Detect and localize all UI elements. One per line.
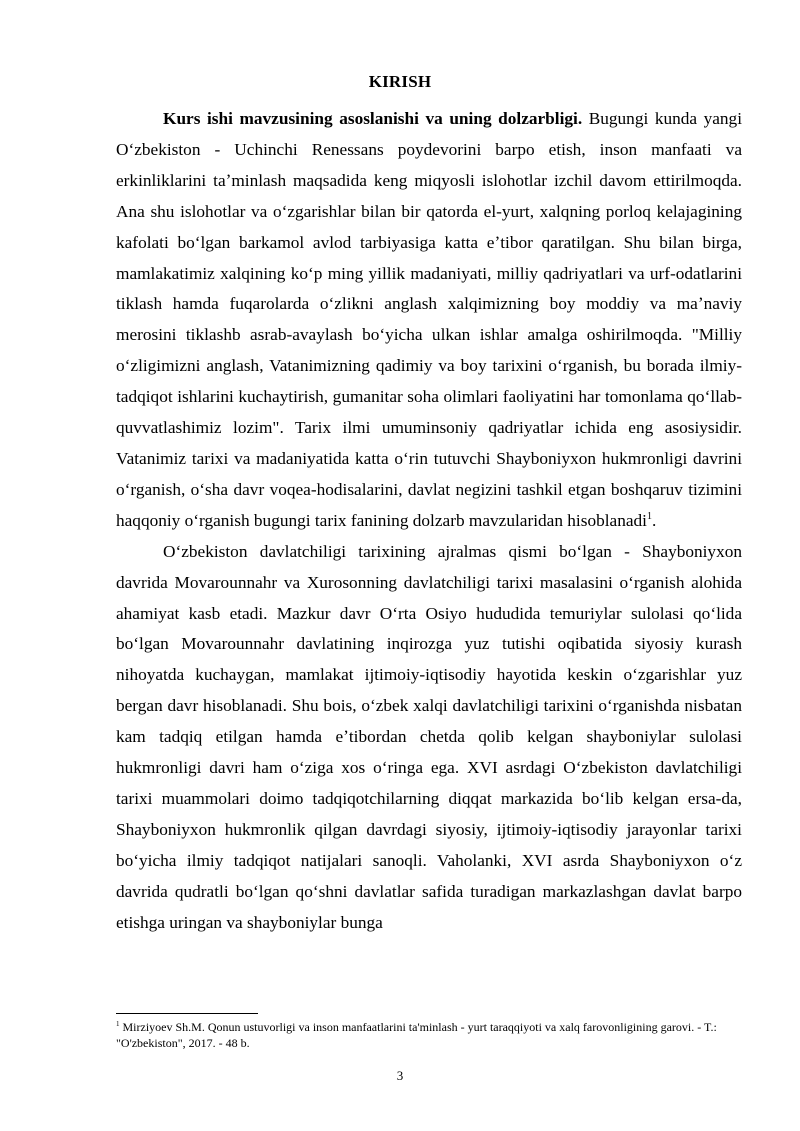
section-heading: KIRISH <box>368 72 432 91</box>
footnote <box>116 1019 742 1051</box>
paragraph-1 <box>116 104 742 537</box>
paragraph-1-text: Bugungi kunda yangi Oʻzbekiston - Uchinchi Renessans poydevorini barpo etish, inson manfaati va erkinliklarini taʼminlash maqsadida keng miqyosli islohotlar izchil davom ettirilmoqda. Ana shu islohotlar va oʻzgarishlar bilan bir qatorda el-yurt, xalqning porloq kelajagining kafolati boʻlgan barkamol avlod tarbiyasiga katta eʼtibor qaratilgan. Shu bilan birga, mamlakatimiz xalqining koʻp ming yillik madaniyati, milliy qadriyatlari va urf-odatlarini tiklash hamda fuqarolarda oʻzlikni anglash xalqimizning boy moddiy va maʼnaviy merosini tiklashb asrab-avaylash boʻyicha ulkan ishlar amalga oshirilmoqda. "Milliy oʻzligimizni anglash, Vatanimizning qadimiy va boy tarixini oʻrganish, bu borada ilmiy-tadqiqot ishlarini kuchaytirish, gumanitar soha olimlari faoliyatini har tomonlama qoʻllab-quvvatlashimiz lozim". Tarix ilmi umuminsoniy qadriyatlar ichida eng asosiysidir. Vatanimiz tarixi va madaniyatida katta oʻrin tutuvchi Shayboniyxon hukmronligi davrini oʻrganish, oʻsha davr voqea-hodisalarini, davlat negizini tashkil etgan boshqaruv tizimini haqqoniy oʻrganish bugungi tarix fanining dolzarb mavzularidan hisoblanadi <box>116 109 742 530</box>
footnote-separator <box>116 1013 258 1014</box>
paragraph-1-lead: Kurs ishi mavzusining asoslanishi va uning dolzarbligi. <box>163 109 583 128</box>
page-number: 3 <box>396 1068 404 1083</box>
paragraph-1-end: . <box>651 510 657 530</box>
footnote-reference[interactable]: 1 <box>646 511 652 523</box>
paragraph-2: Oʻzbekiston davlatchiligi tarixining ajralmas qismi boʻlgan - Shayboniyxon davrida Movarounnahr va Xurosonning davlatchiligi tarixi masalasini oʻrganish alohida ahamiyat kasb etadi. Mazkur davr Oʻrta Osiyo hududida temuriylar sulolasi qoʻlida boʻlgan Movarounnahr davlatining inqirozga yuz tutishi oqibatida siyosiy kurash nihoyatda kuchaygan, mamlakat ijtimoiy-iqtisodiy hayotida keskin oʻzgarishlar yuz bergan davr hisoblanadi. Shu bois, oʻzbek xalqi davlatchiligi tarixini oʻrganishda nisbatan kam tadqiq etilgan hamda eʼtibordan chetda qolib kelgan shayboniylar sulolasi hukmronligi davri ham oʻziga xos oʻringa ega. XVI asrdagi Oʻzbekiston davlatchiligi tarixi muammolari doimo tadqiqotchilarning diqqat markazida boʻlib kelgan ersa-da, Shayboniyxon hukmronlik qilgan davrdagi siyosiy, ijtimoiy-iqtisodiy jarayonlar tarixi boʻyicha ilmiy tadqiqot natijalari sanoqli. Vaholanki, XVI asrda Shayboniyxon oʻz davrida qudratli boʻlgan qoʻshni davlatlar safida turadigan markazlashgan davlat barpo etishga uringan va shayboniylar bunga <box>116 541 742 932</box>
body-text <box>116 104 742 938</box>
footnote-marker: 1 <box>116 1020 120 1028</box>
footnote-text: Mirziyoev Sh.M. Qonun ustuvorligi va inson manfaatlarini ta'minlash - yurt taraqqiyoti va xalq farovonligining garovi. - T.: "O'zbekiston", 2017. - 48 b. <box>116 1020 717 1050</box>
